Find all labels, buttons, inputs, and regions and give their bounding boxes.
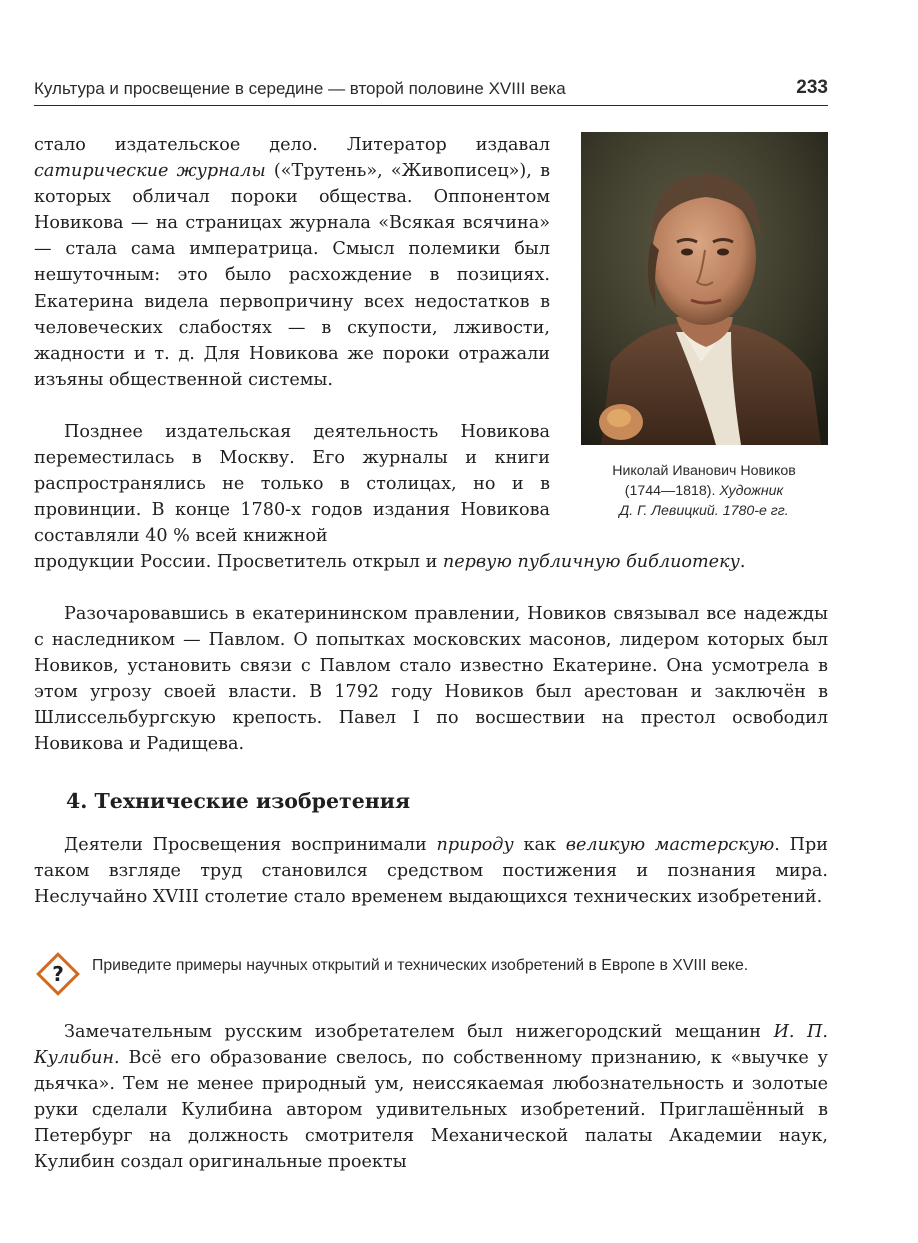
paragraph-moscow-publishing: Позднее издательская деятельность Новикова переместилась в Москву. Его журналы и книги распространялись не только в столицах, но и в провинции. В конце 1780-х годов издания Новикова составляли 40 % всей книжной bbox=[34, 422, 550, 547]
novikov-portrait bbox=[581, 132, 828, 445]
section-heading: 4. Технические изобретения bbox=[66, 789, 411, 813]
paragraph-technical-inventions: Деятели Просвещения воспринимали природу как великую мастерскую. При таком взгляде труд становился средством постижения и познания мира. Неслучайно XVIII столетие стало временем выдающихся технических изобретений. bbox=[34, 835, 828, 908]
question-text: Приведите примеры научных открытий и технических изобретений в Европе в XVIII веке. bbox=[92, 957, 749, 974]
running-head-title: Культура и просвещение в середине — второй половине XVIII века bbox=[34, 79, 566, 98]
paragraph-novikov-arrest: Разочаровавшись в екатерининском правлении, Новиков связывал все надежды с наследником — Павлом. О попытках московских масонов, лидером которых был Новиков, установить связи с Павлом стало известно Екатерине. Она усмотрела в этом угрозу своей власти. В 1792 году Новиков был арестован и заключён в Шлиссельбургскую крепость. Павел I по восшествии на престол освободил Новикова и Радищева. bbox=[34, 604, 828, 755]
paragraph-novikov-journals: стало издательское дело. Литератор издавал сатирические журналы («Трутень», «Живописец»), в которых обличал пороки общества. Оппонентом Новикова — на страницах журнала «Всякая всячина» — стала сама императрица. Смысл полемики был нешуточным: это было расхождение в позициях. Екатерина видела первопричину всех недостатков в человеческих слабостях — в скупости, лживости, жадности и т. д. Для Новикова же пороки отражали изъяны общественной системы. bbox=[34, 135, 550, 390]
running-head bbox=[34, 78, 828, 106]
paragraph-public-library: продукции России. Просветитель открыл и первую публичную библиотеку. bbox=[34, 552, 746, 572]
question-icon bbox=[34, 950, 82, 998]
question-symbol: ? bbox=[52, 962, 64, 986]
page-number: 233 bbox=[796, 77, 828, 98]
paragraph-kulibin: Замечательным русским изобретателем был нижегородский мещанин И. П. Кулибин. Всё его образование свелось, по собственному признанию, к «выучке у дьячка». Тем не менее природный ум, неиссякаемая любознательность и золотые руки сделали Кулибина автором удивительных изобретений. Приглашённый в Петербург на должность смотрителя Механической палаты Академии наук, Кулибин создал оригинальные проекты bbox=[34, 1022, 828, 1173]
portrait-caption: Николай Иванович Новиков (1744—1818). Художник Д. Г. Левицкий. 1780-е гг. bbox=[612, 463, 796, 519]
